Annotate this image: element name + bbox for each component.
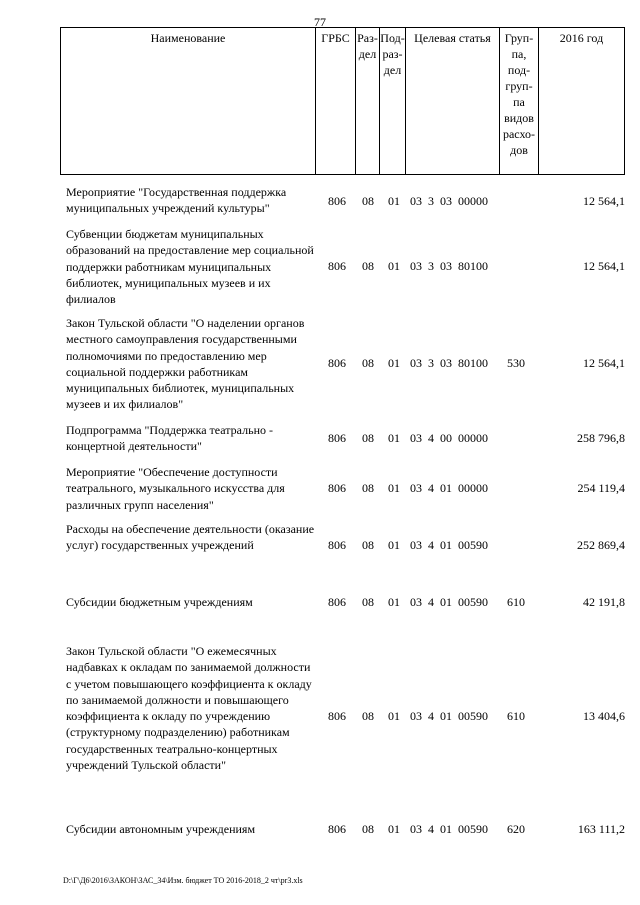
row-amount: 163 111,2: [577, 822, 625, 836]
row-target-article: 03 4 01 00590: [410, 822, 488, 836]
row-amount: 42 191,8: [583, 595, 625, 609]
row-grbs: 806: [328, 356, 346, 370]
row-podrazdel: 01: [388, 194, 400, 208]
table-row: [60, 464, 625, 512]
row-podrazdel: 01: [388, 709, 400, 723]
row-razdel: 08: [362, 595, 374, 609]
row-razdel: 08: [362, 481, 374, 495]
table-header: [60, 27, 625, 175]
row-razdel: 08: [362, 194, 374, 208]
row-target-article: 03 4 01 00000: [410, 481, 488, 495]
row-grbs: 806: [328, 259, 346, 273]
row-amount: 254 119,4: [577, 481, 625, 495]
row-target-article: 03 3 03 80100: [410, 259, 488, 273]
table-row: [60, 422, 625, 454]
row-razdel: 08: [362, 709, 374, 723]
row-grbs: 806: [328, 822, 346, 836]
row-name: Подпрограмма "Поддержка театрально - концертной деятельности": [66, 423, 273, 454]
row-podrazdel: 01: [388, 595, 400, 609]
row-target-article: 03 4 00 00000: [410, 431, 488, 445]
row-amount: 13 404,6: [583, 709, 625, 723]
row-target-article: 03 4 01 00590: [410, 709, 488, 723]
row-expense-group: 610: [507, 709, 525, 723]
row-grbs: 806: [328, 194, 346, 208]
row-amount: 12 564,1: [583, 259, 625, 273]
table-row: [60, 643, 625, 773]
row-grbs: 806: [328, 595, 346, 609]
table-row: [60, 821, 625, 836]
header-year: 2016 год: [538, 28, 624, 174]
row-grbs: 806: [328, 431, 346, 445]
row-amount: 12 564,1: [583, 194, 625, 208]
row-name: Мероприятие "Обеспечение доступности театрального, музыкального искусства для различных групп населения": [66, 465, 285, 512]
row-amount: 258 796,8: [577, 431, 625, 445]
row-name: Закон Тульской области "О ежемесячных надбавках к окладам по занимаемой должности с учетом повышающего коэффициента к окладу по занимаемой должности и повышающего коэффициента к окладу по учреждению (структурному подразделению) работникам государственных театрально-концертных учреждений Тульской области": [66, 644, 312, 773]
row-podrazdel: 01: [388, 259, 400, 273]
file-path-footer: D:\Г\Д6\2016\ЗАКОН\ЗАС_34\Изм. бюджет ТО 2016-2018_2 чт\pr3.xls: [63, 876, 303, 885]
row-target-article: 03 4 01 00590: [410, 595, 488, 609]
row-podrazdel: 01: [388, 431, 400, 445]
row-target-article: 03 3 03 80100: [410, 356, 488, 370]
row-amount: 12 564,1: [583, 356, 625, 370]
row-grbs: 806: [328, 538, 346, 552]
row-name: Закон Тульской области "О наделении органов местного самоуправления государственными полномочиями по предоставлению мер социальной поддержки работникам муниципальных библиотек, муниципальных музеев и их филиалов": [66, 316, 305, 412]
row-podrazdel: 01: [388, 481, 400, 495]
row-name: Субвенции бюджетам муниципальных образований на предоставление мер социальной поддержки работникам муниципальных библиотек, муниципальных музеев и их филиалов: [66, 227, 314, 307]
row-target-article: 03 3 03 00000: [410, 194, 488, 208]
table-row: [60, 315, 625, 412]
row-name: Субсидии автономным учреждениям: [66, 822, 256, 836]
row-razdel: 08: [362, 356, 374, 370]
page-number: 77: [314, 15, 326, 29]
row-razdel: 08: [362, 538, 374, 552]
row-razdel: 08: [362, 431, 374, 445]
table-row: [60, 184, 625, 216]
header-grbs: ГРБС: [315, 28, 355, 174]
row-name: Субсидии бюджетным учреждениям: [66, 595, 253, 609]
table-row: [60, 594, 625, 609]
row-expense-group: 620: [507, 822, 525, 836]
header-target-article: Целевая статья: [405, 28, 499, 174]
table-row: [60, 226, 625, 307]
header-razdel: Раз- дел: [355, 28, 379, 174]
row-podrazdel: 01: [388, 356, 400, 370]
table-row: [60, 521, 625, 553]
row-razdel: 08: [362, 259, 374, 273]
row-target-article: 03 4 01 00590: [410, 538, 488, 552]
header-podrazdel: Под- раз- дел: [379, 28, 405, 174]
row-razdel: 08: [362, 822, 374, 836]
row-podrazdel: 01: [388, 538, 400, 552]
row-name: Расходы на обеспечение деятельности (оказание услуг) государственных учреждений: [66, 522, 315, 553]
row-grbs: 806: [328, 709, 346, 723]
row-expense-group: 530: [507, 356, 525, 370]
row-podrazdel: 01: [388, 822, 400, 836]
row-name: Мероприятие "Государственная поддержка муниципальных учреждений культуры": [66, 185, 287, 216]
row-grbs: 806: [328, 481, 346, 495]
row-expense-group: 610: [507, 595, 525, 609]
header-name: Наименование: [150, 31, 226, 45]
header-expense-group: Груп- па, под- груп- па видов расхо- дов: [499, 28, 538, 174]
row-amount: 252 869,4: [577, 538, 625, 552]
